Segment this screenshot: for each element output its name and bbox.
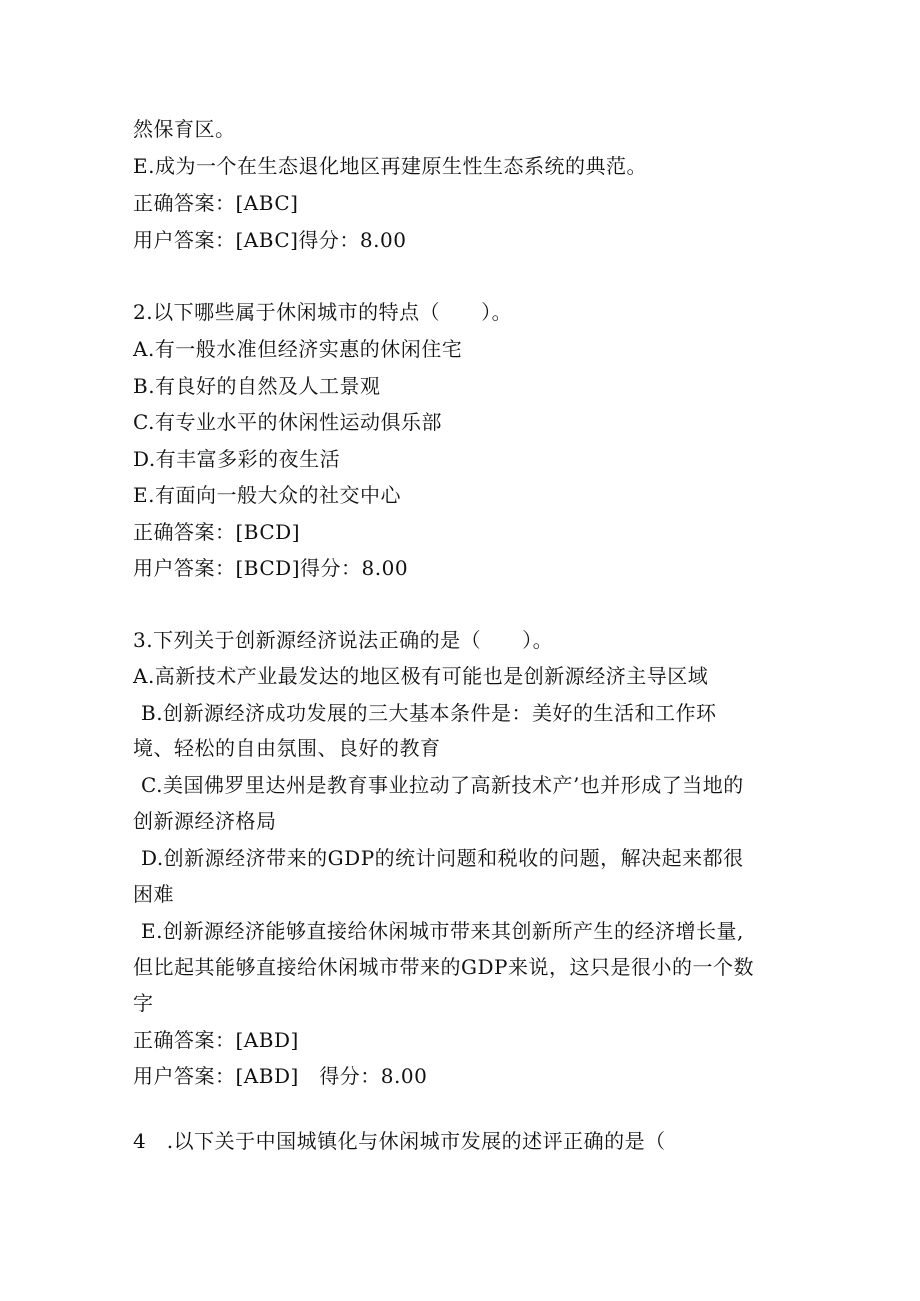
q2-user-answer: 用户答案：[BCD]得分：8.00 bbox=[133, 556, 409, 580]
q3-option-c-line2: 创新源经济格局 bbox=[133, 809, 277, 833]
q2-option-a: A.有一般水准但经济实惠的休闲住宅 bbox=[133, 337, 463, 361]
q3-option-d-line1: D.创新源经济带来的GDP的统计问题和税收的问题，解决起来都很 bbox=[141, 846, 744, 870]
q2-option-d: D.有丰富多彩的夜生活 bbox=[133, 447, 341, 471]
q3-correct-answer: 正确答案：[ABD] bbox=[133, 1028, 299, 1052]
q1-user-answer: 用户答案：[ABC]得分：8.00 bbox=[133, 228, 407, 252]
q2-option-c: C.有专业水平的休闲性运动俱乐部 bbox=[133, 410, 442, 434]
q3-option-e-line3: 字 bbox=[133, 991, 154, 1015]
q3-option-b-line1: B.创新源经济成功发展的三大基本条件是：美好的生活和工作环 bbox=[141, 701, 717, 725]
q2-option-e: E.有面向一般大众的社交中心 bbox=[133, 483, 401, 507]
q3-option-e-line2: 但比起其能够直接给休闲城市带来的GDP来说，这只是很小的一个数 bbox=[133, 955, 754, 979]
q2-correct-answer: 正确答案：[BCD] bbox=[133, 520, 301, 544]
q1-correct-answer: 正确答案：[ABC] bbox=[133, 191, 299, 215]
q3-option-c-line1: C.美国佛罗里达州是教育事业拉动了高新技术产’也并形成了当地的 bbox=[141, 773, 744, 797]
q1-option-e: E.成为一个在生态退化地区再建原生性生态系统的典范。 bbox=[133, 154, 647, 178]
q4-question: 4 .以下关于中国城镇化与休闲城市发展的述评正确的是（ bbox=[133, 1129, 666, 1153]
q3-option-d-line2: 困难 bbox=[133, 882, 174, 906]
q3-option-a: A.高新技术产业最发达的地区极有可能也是创新源经济主导区域 bbox=[133, 664, 709, 688]
q3-user-answer: 用户答案：[ABD] 得分：8.00 bbox=[133, 1064, 428, 1088]
q3-option-e-line1: E.创新源经济能够直接给休闲城市带来其创新所产生的经济增长量, bbox=[141, 919, 744, 943]
q2-option-b: B.有良好的自然及人工景观 bbox=[133, 374, 381, 398]
q1-tail-line: 然保育区。 bbox=[133, 117, 236, 141]
q3-option-b-line2: 境、轻松的自由氛围、良好的教育 bbox=[133, 736, 441, 760]
q3-question: 3.下列关于创新源经济说法正确的是（ ）。 bbox=[133, 628, 554, 652]
q2-question: 2.以下哪些属于休闲城市的特点（ ）。 bbox=[133, 300, 513, 324]
